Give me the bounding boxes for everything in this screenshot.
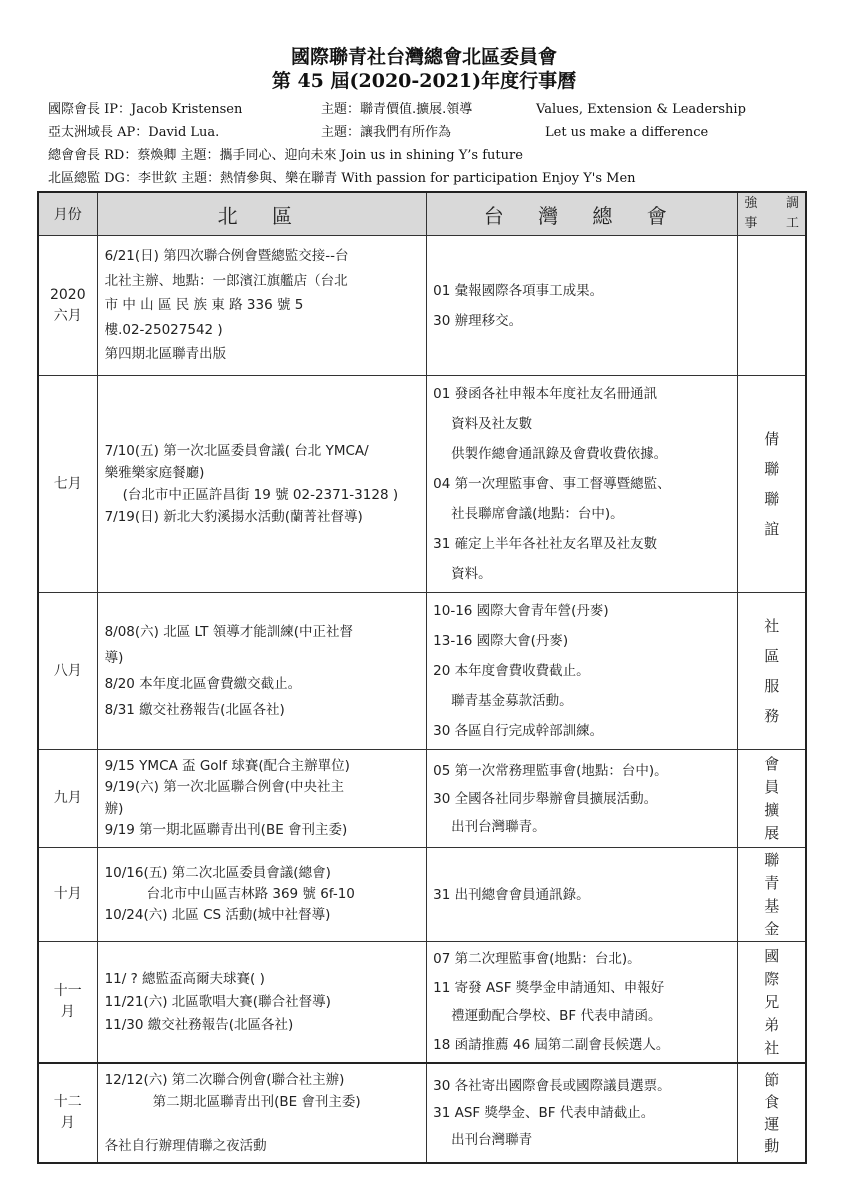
month-text: 十月 (53, 886, 82, 902)
taiwan-line: 18 函請推薦 46 屆第二副會長候選人。 (433, 1036, 670, 1053)
taiwan-cell (427, 942, 738, 1064)
north-cell (97, 750, 427, 848)
header-emphasis-char: 工 (785, 216, 799, 231)
taiwan-line: 出刊台灣聯青 (451, 1131, 533, 1148)
emphasis-cell (738, 593, 806, 750)
emphasis-char: 弟 (764, 1015, 780, 1034)
emphasis-char: 區 (764, 647, 780, 665)
emphasis-char: 社 (764, 1038, 780, 1057)
taiwan-line: 30 各區自行完成幹部訓練。 (433, 723, 604, 739)
calendar-table (37, 191, 807, 1164)
emphasis-cell (738, 750, 806, 848)
emphasis-cell (738, 376, 806, 593)
month-cell (38, 848, 97, 942)
north-cell (97, 942, 427, 1064)
header-ap-theme: 主題：讓我們有所作為 (321, 125, 452, 140)
north-line: 9/15 YMCA 盃 Golf 球賽(配合主辦單位) (104, 757, 350, 774)
taiwan-line: 30 全國各社同步舉辦會員擴展活動。 (433, 790, 658, 807)
taiwan-line: 20 本年度會費收費截止。 (433, 663, 590, 679)
header-ip-theme: 主題：聯青價值.擴展.領導 (321, 102, 473, 117)
taiwan-line: 13-16 國際大會(丹麥) (433, 633, 569, 649)
taiwan-cell (427, 236, 738, 376)
taiwan-line: 31 確定上半年各社社友名單及社友數 (433, 536, 658, 552)
north-line: 辦) (104, 800, 124, 817)
emphasis-char: 社 (764, 617, 780, 635)
taiwan-line: 10-16 國際大會青年營(丹麥) (433, 603, 609, 619)
north-line: 9/19 第一期北區聯青出刊(BE 會刊主委) (104, 822, 348, 838)
emphasis-char: 聯 (764, 490, 780, 508)
month-text: 七月 (53, 475, 82, 492)
table-row (38, 750, 806, 848)
north-line: 第二期北區聯青出刊(BE 會刊主委) (152, 1094, 361, 1110)
taiwan-line: 07 第二次理監事會(地點：台北)。 (433, 951, 641, 967)
header-emphasis (738, 192, 806, 236)
month-text: 月 (60, 1115, 75, 1131)
month-text: 十一 (53, 983, 82, 999)
north-line: 8/31 繳交社務報告(北區各社) (104, 702, 285, 718)
emphasis-char: 節 (764, 1071, 780, 1089)
emphasis-char: 誼 (764, 520, 780, 538)
north-line: 10/24(六) 北區 CS 活動(城中社督導) (104, 907, 331, 923)
north-line: (台北市中正區許昌街 19 號 02-2371-3128 ) (122, 487, 399, 503)
taiwan-line: 05 第一次常務理監事會(地點：台中)。 (433, 762, 668, 779)
north-line: 10/16(五) 第二次北區委員會議(總會) (104, 865, 331, 881)
north-line: 樓.02-25027542 ) (104, 321, 223, 338)
north-line: 6/21(日) 第四次聯合例會暨總監交接--台 (104, 248, 349, 265)
north-line: 8/08(六) 北區 LT 領導才能訓練(中正社督 (104, 624, 353, 640)
taiwan-line: 11 寄發 ASF 獎學金申請通知、申報好 (433, 979, 665, 996)
north-cell (97, 593, 427, 750)
taiwan-cell (427, 848, 738, 942)
emphasis-char: 青 (764, 873, 780, 892)
taiwan-cell (427, 1063, 738, 1163)
north-line: 樂雅樂家庭餐廳) (104, 465, 205, 481)
emphasis-char: 金 (764, 919, 780, 938)
taiwan-line: 禮運動配合學校、BF 代表申請函。 (451, 1008, 662, 1024)
north-line: 導) (104, 650, 124, 666)
taiwan-line: 01 發函各社申報本年度社友名冊通訊 (433, 386, 658, 402)
month-cell (38, 1063, 97, 1163)
table-row (38, 848, 806, 942)
taiwan-line: 04 第一次理監事會、事工督導暨總監、 (433, 476, 671, 492)
emphasis-cell (738, 942, 806, 1064)
header-rd-label: 總會會長 RD：蔡煥卿 主題：攜手同心、迎向未來 Join us in shining Y’s future (48, 148, 523, 163)
north-line: 11/ ? 總監盃高爾夫球賽( ) (104, 970, 265, 987)
emphasis-char: 兄 (764, 992, 780, 1011)
month-cell (38, 593, 97, 750)
header-ap-label: 亞太洲域長 AP：David Lua. (48, 125, 220, 140)
month-text: 月 (60, 1004, 75, 1020)
taiwan-line: 社長聯席會議(地點：台中)。 (451, 506, 624, 522)
header-month: 月份 (38, 192, 97, 236)
table-row (38, 236, 806, 376)
emphasis-char: 聯 (764, 850, 780, 869)
taiwan-line: 資料及社友數 (451, 416, 533, 432)
north-cell (97, 376, 427, 593)
month-text: 六月 (53, 307, 82, 324)
table-row (38, 376, 806, 593)
north-line: 北社主辦、地點：一郎濱江旗艦店（台北 (104, 272, 348, 289)
emphasis-char: 服 (764, 677, 780, 695)
emphasis-char: 聯 (764, 460, 780, 478)
north-line: 11/21(六) 北區歌唱大賽(聯合社督導) (104, 993, 331, 1010)
header-emphasis-char: 調 (785, 196, 799, 211)
north-line: 台北市中山區吉林路 369 號 6f-10 (146, 886, 355, 902)
taiwan-line: 供製作總會通訊錄及會費收費依據。 (451, 446, 668, 462)
north-line: 7/19(日) 新北大豹溪揚水活動(蘭菁社督導) (104, 509, 363, 525)
header-ip-english: Values, Extension & Leadership (536, 102, 746, 117)
month-text: 十二 (53, 1094, 82, 1110)
header-ip-label: 國際會長 IP：Jacob Kristensen (48, 102, 243, 117)
north-line-spacer (105, 1113, 421, 1135)
north-line: 8/20 本年度北區會費繳交截止。 (104, 676, 302, 692)
taiwan-line: 聯青基金募款活動。 (451, 693, 573, 709)
taiwan-line: 31 ASF 獎學金、BF 代表申請截止。 (433, 1104, 655, 1121)
emphasis-char: 展 (764, 823, 780, 842)
table-header-row (38, 192, 806, 236)
emphasis-char: 基 (764, 896, 780, 915)
header-north: 北 區 (97, 192, 427, 236)
header-emphasis-char: 強 (744, 196, 758, 211)
taiwan-line: 出刊台灣聯青。 (451, 818, 546, 835)
taiwan-line: 30 各社寄出國際會長或國際議員選票。 (433, 1077, 671, 1094)
header-taiwan: 台 灣 總 會 (427, 192, 738, 236)
taiwan-line: 31 出刊總會會員通訊錄。 (433, 886, 590, 903)
emphasis-char: 際 (764, 969, 780, 988)
month-text: 八月 (53, 662, 82, 679)
emphasis-char: 務 (764, 707, 780, 725)
north-cell (97, 1063, 427, 1163)
emphasis-cell (738, 848, 806, 942)
north-line: 市 中 山 區 民 族 東 路 336 號 5 (104, 297, 304, 314)
north-line: 12/12(六) 第二次聯合例會(聯合社主辦) (104, 1072, 345, 1088)
table-row (38, 1063, 806, 1163)
header-emphasis-char: 事 (744, 216, 758, 231)
emphasis-char: 會 (764, 754, 780, 773)
north-line: 7/10(五) 第一次北區委員會議( 台北 YMCA/ (104, 443, 369, 459)
taiwan-line: 01 彙報國際各項事工成果。 (433, 282, 604, 299)
document-title: 國際聯青社台灣總會北區委員會 (290, 46, 557, 68)
north-line: 各社自行辦理倩聯之夜活動 (104, 1138, 267, 1154)
taiwan-cell (427, 593, 738, 750)
emphasis-cell (738, 1063, 806, 1163)
month-text: 九月 (53, 790, 82, 806)
emphasis-char: 國 (764, 946, 780, 965)
north-line: 11/30 繳交社務報告(北區各社) (104, 1016, 294, 1033)
emphasis-char: 運 (764, 1115, 780, 1133)
taiwan-line: 30 辦理移交。 (433, 312, 523, 329)
month-cell (38, 376, 97, 593)
month-cell (38, 236, 97, 376)
emphasis-char: 食 (764, 1093, 780, 1111)
month-text: 2020 (49, 286, 86, 303)
taiwan-cell (427, 376, 738, 593)
north-cell (97, 848, 427, 942)
table-row (38, 593, 806, 750)
north-line: 9/19(六) 第一次北區聯合例會(中央社主 (104, 779, 344, 795)
emphasis-char: 動 (764, 1137, 780, 1155)
emphasis-char: 員 (764, 777, 780, 796)
emphasis-char: 倩 (764, 430, 780, 448)
taiwan-cell (427, 750, 738, 848)
north-line: 第四期北區聯青出版 (104, 346, 227, 363)
table-row (38, 942, 806, 1064)
month-cell (38, 750, 97, 848)
header-ap-english: Let us make a difference (545, 125, 709, 140)
emphasis-char: 擴 (764, 800, 780, 819)
emphasis-cell (738, 236, 806, 376)
taiwan-line: 資料。 (451, 566, 492, 582)
document-subtitle: 第 45 屆(2020-2021)年度行事曆 (271, 70, 577, 92)
header-dg-label: 北區總監 DG：李世欽 主題：熱情參與、樂在聯青 With passion for participation Enjoy Y's Men (48, 171, 636, 186)
month-cell (38, 942, 97, 1064)
north-cell (97, 236, 427, 376)
